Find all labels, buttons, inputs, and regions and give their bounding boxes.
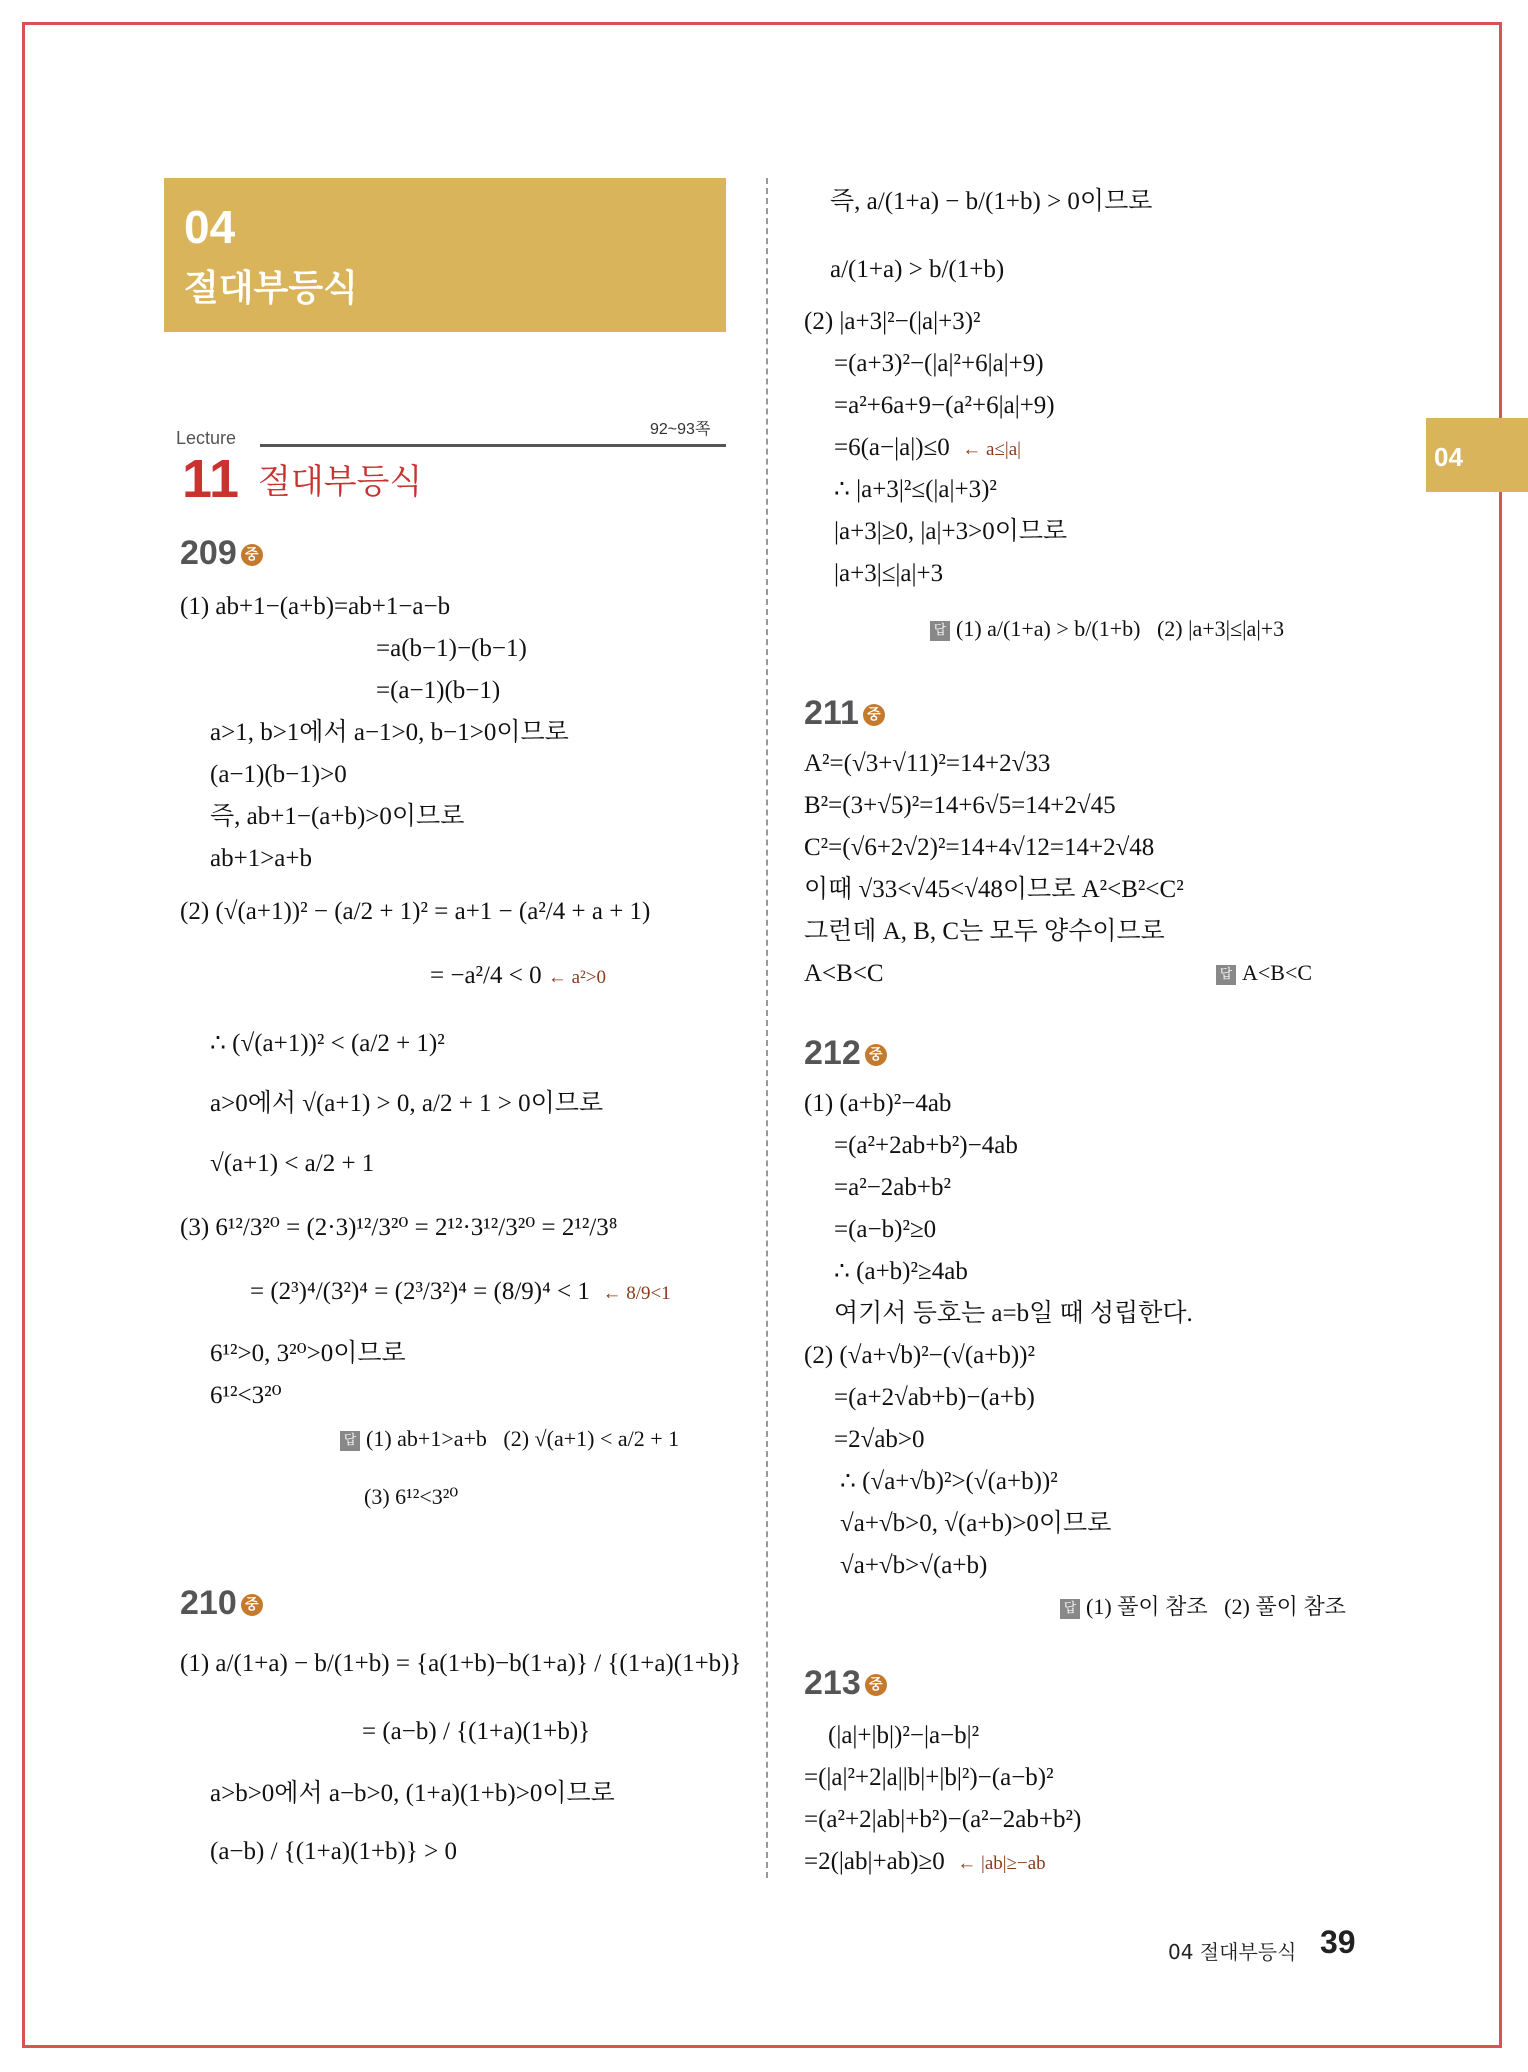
math-expression: =2(|ab|+ab)≥0 bbox=[804, 1848, 945, 1875]
solution-line: a>0에서 √(a+1) > 0, a/2 + 1 > 0이므로 bbox=[210, 1090, 604, 1117]
solution-line: √(a+1) < a/2 + 1 bbox=[210, 1150, 375, 1177]
solution-line: (|a|+|b|)²−|a−b|² bbox=[828, 1722, 980, 1749]
difficulty-badge-icon: 중 bbox=[865, 1044, 887, 1066]
problem-210-heading bbox=[180, 1584, 263, 1623]
lecture-title: 절대부등식 bbox=[258, 462, 423, 502]
solution-line: =(a+2√ab+b)−(a+b) bbox=[834, 1384, 1035, 1411]
chapter-header bbox=[164, 178, 726, 332]
answer-line bbox=[1216, 958, 1312, 988]
footer-chapter-title: 04 절대부등식 bbox=[1168, 1940, 1297, 1964]
solution-line: (2) |a+3|²−(|a|+3)² bbox=[804, 308, 981, 335]
difficulty-badge-icon: 중 bbox=[241, 1594, 263, 1616]
solution-line: A²=(√3+√11)²=14+2√33 bbox=[804, 750, 1051, 777]
solution-line: (2) (√a+√b)²−(√(a+b))² bbox=[804, 1342, 1035, 1369]
side-note: ← a²>0 bbox=[547, 967, 606, 988]
answer-line bbox=[1060, 1592, 1346, 1622]
solution-line: = (a−b) / {(1+a)(1+b)} bbox=[362, 1718, 591, 1745]
solution-line: (2) (√(a+1))² − (a/2 + 1)² = a+1 − (a²/4 + a + 1) bbox=[180, 898, 651, 925]
solution-line: (3) 6¹²/3²⁰ = (2·3)¹²/3²⁰ = 2¹²·3¹²/3²⁰ = 2¹²/3⁸ bbox=[180, 1214, 618, 1241]
solution-line: ∴ (√a+√b)²>(√(a+b))² bbox=[840, 1468, 1058, 1495]
solution-line bbox=[834, 432, 1021, 466]
math-expression: =6(a−|a|)≤0 bbox=[834, 434, 950, 461]
solution-line: ∴ (√(a+1))² < (a/2 + 1)² bbox=[210, 1030, 445, 1057]
chapter-title: 절대부등식 bbox=[184, 268, 358, 309]
solution-line: |a+3|≥0, |a|+3>0이므로 bbox=[834, 518, 1068, 545]
solution-line: 즉, a/(1+a) − b/(1+b) > 0이므로 bbox=[830, 188, 1153, 215]
solution-line: 그런데 A, B, C는 모두 양수이므로 bbox=[804, 918, 1165, 945]
answer-text: (2) 풀이 참조 bbox=[1224, 1594, 1346, 1619]
solution-line: (1) a/(1+a) − b/(1+b) = {a(1+b)−b(1+a)} / {(1+a)(1+b)} bbox=[180, 1650, 742, 1677]
solution-line: =(a+3)²−(|a|²+6|a|+9) bbox=[834, 350, 1044, 377]
solution-line: 이때 √33<√45<√48이므로 A²<B²<C² bbox=[804, 876, 1184, 903]
solution-line: (a−b) / {(1+a)(1+b)} > 0 bbox=[210, 1838, 457, 1865]
answer-text: (1) 풀이 참조 bbox=[1086, 1594, 1208, 1619]
chapter-number: 04 bbox=[184, 201, 236, 253]
solution-line bbox=[250, 1276, 671, 1310]
solution-line: (1) ab+1−(a+b)=ab+1−a−b bbox=[180, 593, 451, 620]
solution-line: a>1, b>1에서 a−1>0, b−1>0이므로 bbox=[210, 719, 569, 746]
answer-text: (3) 6¹²<3²⁰ bbox=[364, 1484, 459, 1509]
solution-line: =a(b−1)−(b−1) bbox=[376, 635, 527, 662]
problem-number: 211 bbox=[804, 694, 859, 732]
solution-line: √a+√b>0, √(a+b)>0이므로 bbox=[840, 1510, 1112, 1537]
math-expression: = (2³)⁴/(3²)⁴ = (2³/3²)⁴ = (8/9)⁴ < 1 bbox=[250, 1278, 590, 1305]
page-number: 39 bbox=[1320, 1924, 1356, 1960]
difficulty-badge-icon: 중 bbox=[865, 1674, 887, 1696]
answer-text: A<B<C bbox=[1242, 960, 1313, 985]
math-expression: = −a²/4 < 0 bbox=[430, 962, 542, 989]
solution-line bbox=[804, 1846, 1046, 1880]
solution-line: a/(1+a) > b/(1+b) bbox=[830, 256, 1005, 283]
solution-line: B²=(3+√5)²=14+6√5=14+2√45 bbox=[804, 792, 1116, 819]
problem-213-heading bbox=[804, 1664, 887, 1703]
problem-211-heading bbox=[804, 694, 885, 733]
answer-line bbox=[340, 1424, 679, 1454]
solution-line: 6¹²>0, 3²⁰>0이므로 bbox=[210, 1340, 406, 1367]
solution-line: A<B<C bbox=[804, 960, 884, 987]
difficulty-badge-icon: 중 bbox=[241, 544, 263, 566]
lecture-number: 11 bbox=[182, 449, 240, 509]
solution-line: ab+1>a+b bbox=[210, 845, 312, 872]
solution-line: =a²+6a+9−(a²+6|a|+9) bbox=[834, 392, 1055, 419]
answer-icon: 답 bbox=[1060, 1599, 1080, 1619]
problem-number: 209 bbox=[180, 534, 237, 572]
solution-line: =(a²+2|ab|+b²)−(a²−2ab+b²) bbox=[804, 1806, 1082, 1833]
solution-line: =(a−1)(b−1) bbox=[376, 677, 501, 704]
solution-line: ∴ |a+3|²≤(|a|+3)² bbox=[834, 476, 997, 503]
answer-icon: 답 bbox=[1216, 965, 1236, 985]
solution-line: 6¹²<3²⁰ bbox=[210, 1382, 282, 1409]
solution-line: =a²−2ab+b² bbox=[834, 1174, 951, 1201]
problem-209-heading bbox=[180, 534, 263, 573]
solution-line: ∴ (a+b)²≥4ab bbox=[834, 1258, 968, 1285]
answer-icon: 답 bbox=[340, 1431, 360, 1451]
solution-line: |a+3|≤|a|+3 bbox=[834, 560, 944, 587]
solution-line: √a+√b>√(a+b) bbox=[840, 1552, 988, 1579]
solution-line: =(|a|²+2|a||b|+|b|²)−(a−b)² bbox=[804, 1764, 1054, 1791]
solution-line: (a−1)(b−1)>0 bbox=[210, 761, 347, 788]
answer-icon: 답 bbox=[930, 621, 950, 641]
problem-number: 210 bbox=[180, 1584, 237, 1622]
answer-text: (1) ab+1>a+b bbox=[366, 1426, 487, 1451]
answer-text: (2) √(a+1) < a/2 + 1 bbox=[503, 1426, 680, 1451]
problem-212-heading bbox=[804, 1034, 887, 1073]
lecture-label: Lecture bbox=[176, 428, 237, 448]
side-note: ← 8/9<1 bbox=[602, 1283, 671, 1304]
column-divider bbox=[766, 178, 768, 1878]
lecture-rule bbox=[260, 444, 726, 447]
solution-line: (1) (a+b)²−4ab bbox=[804, 1090, 952, 1117]
problem-number: 212 bbox=[804, 1034, 861, 1072]
difficulty-badge-icon: 중 bbox=[863, 704, 885, 726]
solution-line: C²=(√6+2√2)²=14+4√12=14+2√48 bbox=[804, 834, 1155, 861]
solution-line: =(a²+2ab+b²)−4ab bbox=[834, 1132, 1018, 1159]
solution-line: =2√ab>0 bbox=[834, 1426, 925, 1453]
lecture-pages: 92~93쪽 bbox=[650, 421, 711, 438]
answer-text: (2) |a+3|≤|a|+3 bbox=[1156, 616, 1285, 641]
problem-number: 213 bbox=[804, 1664, 861, 1702]
answer-line bbox=[930, 614, 1284, 644]
solution-line: =(a−b)²≥0 bbox=[834, 1216, 937, 1243]
solution-line bbox=[430, 960, 606, 994]
solution-line: a>b>0에서 a−b>0, (1+a)(1+b)>0이므로 bbox=[210, 1780, 615, 1807]
side-note: ← |ab|≥−ab bbox=[957, 1853, 1046, 1874]
answer-text: (1) a/(1+a) > b/(1+b) bbox=[956, 616, 1141, 641]
solution-line: 여기서 등호는 a=b일 때 성립한다. bbox=[834, 1300, 1193, 1327]
side-chapter-tab: 04 bbox=[1426, 418, 1528, 492]
solution-line: 즉, ab+1−(a+b)>0이므로 bbox=[210, 803, 465, 830]
side-note: ← a≤|a| bbox=[962, 439, 1021, 460]
